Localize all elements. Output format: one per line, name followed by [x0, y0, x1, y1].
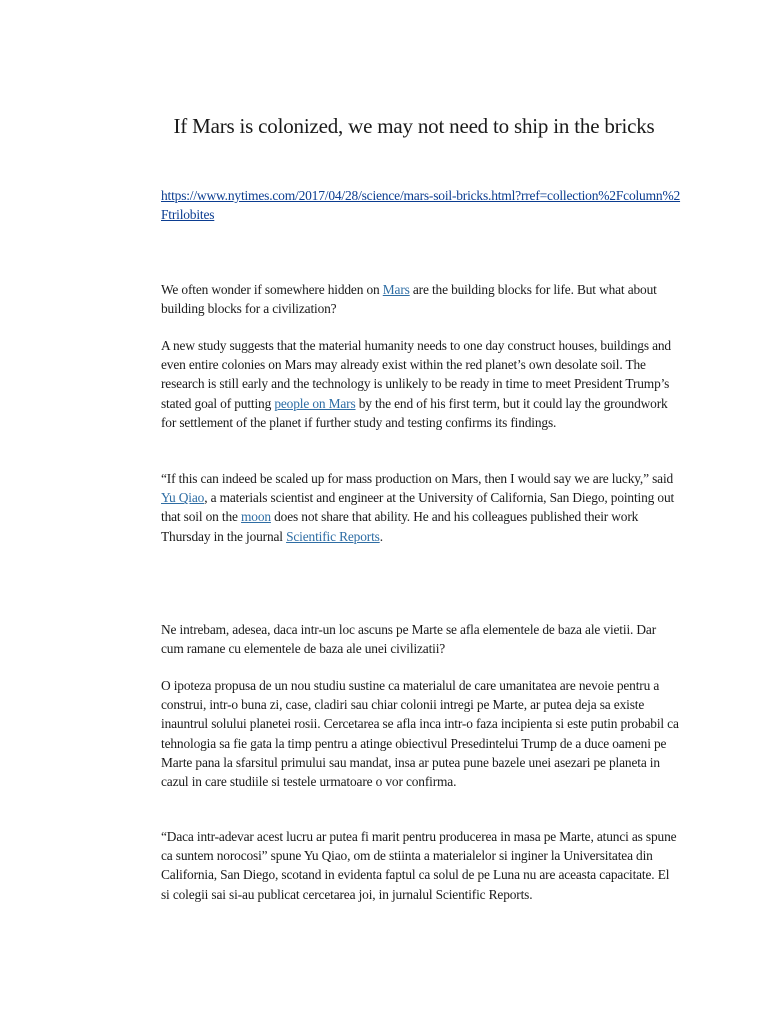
text-span: does not share that ability. He and his colleagues published their work Thursday in the journal: [161, 509, 639, 544]
english-paragraph-2: [161, 336, 681, 432]
mars-link[interactable]: Mars: [382, 282, 410, 297]
romanian-paragraph-1: Ne intrebam, adesea, daca intr-un loc ascuns pe Marte se afla elementele de baza ale vietii. Dar cum ramane cu elementele de baza ale unei civilizatii?: [161, 622, 657, 657]
romanian-paragraph-2: O ipoteza propusa de un nou studiu sustine ca materialul de care umanitatea are nevoie pentru a construi, intr-o buna zi, case, cladiri sau chiar colonii intregi pe Marte, ar putea deja sa existe inauntrul solului planetei rosii. Cercetarea se afla inca intr-o faza incipienta si este putin probabil ca tehnologia sa fie gata la timp pentru a atinge obiectivul Presedintelui Trump de a duce oameni pe Marte pana la sfarsitul primului sau mandat, insa ar putea pune bazele unei asezari pe planeta in cazul in care studiile si testele urmatoare o vor confirma.: [161, 678, 679, 790]
english-paragraph-3: [161, 469, 681, 546]
people-on-mars-link[interactable]: people on Mars: [274, 395, 356, 411]
english-paragraph-1: [161, 280, 681, 318]
source-url-link[interactable]: https://www.nytimes.com/2017/04/28/science/mars-soil-bricks.html?rref=collection%2Fcolumn%2Ftrilobites: [161, 188, 681, 222]
romanian-paragraph-3: “Daca intr-adevar acest lucru ar putea fi marit pentru producerea in masa pe Marte, atunci as spune ca suntem norocosi” spune Yu Qiao, om de stiinta a materialelor si inginer la Universitatea din California, San Diego, scotand in evidenta faptul ca solul de pe Luna nu are aceasta capacitate. El si colegii sai si-au publicat cercetarea joi, in jurnalul Scientific Reports.: [161, 829, 677, 902]
text-span: by the end of his first term, but it could lay the groundwork for settlement of the planet if further study and testing confirms its findings.: [161, 395, 668, 430]
text-span: “If this can indeed be scaled up for mass production on Mars, then I would say we are lucky,” said: [161, 471, 674, 486]
text-span: We often wonder if somewhere hidden on: [161, 282, 383, 297]
yu-qiao-link[interactable]: Yu Qiao: [161, 490, 205, 506]
text-span: are the building blocks for life. But what about building blocks for a civilization?: [161, 282, 657, 317]
document-title: If Mars is colonized, we may not need to ship in the bricks: [173, 114, 655, 138]
text-span: , a materials scientist and engineer at the University of California, San Diego, pointing out that soil on the: [161, 490, 675, 525]
text-span: .: [379, 528, 383, 544]
moon-link[interactable]: moon: [241, 509, 271, 525]
scientific-reports-link[interactable]: Scientific Reports: [286, 528, 380, 544]
text-span: A new study suggests that the material humanity needs to one day construct houses, buildings and even entire colonies on Mars may already exist within the red planet’s own desolate soil. The research is still early and the technology is unlikely to be ready in time to meet President Trump’s stated goal of putting: [161, 338, 671, 411]
